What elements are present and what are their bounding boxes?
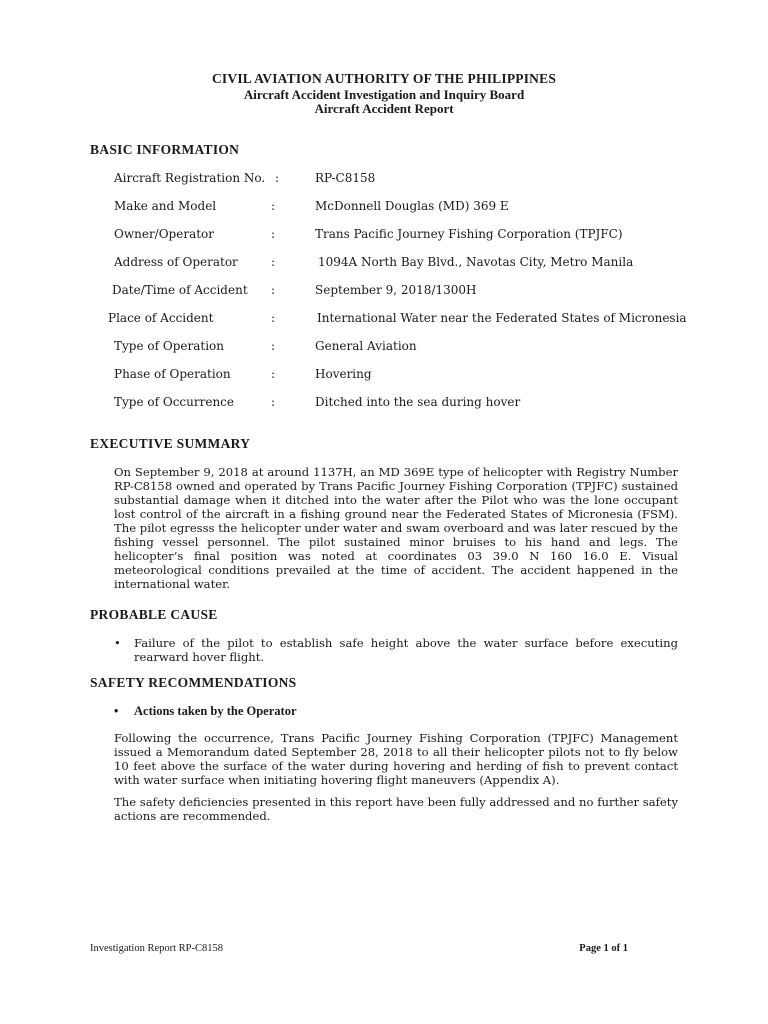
basic-info-row <box>0 227 768 243</box>
basic-info-label: Owner/Operator <box>114 227 215 241</box>
basic-info-colon: : <box>271 283 276 297</box>
safety-recommendations-heading: SAFETY RECOMMENDATIONS <box>90 675 297 690</box>
basic-info-row <box>0 255 768 271</box>
basic-info-colon: : <box>271 339 276 353</box>
basic-info-label: Aircraft Registration No. <box>114 171 266 185</box>
basic-info-value: September 9, 2018/1300H <box>315 283 477 297</box>
basic-info-colon: : <box>275 171 280 185</box>
basic-information-heading: BASIC INFORMATION <box>90 142 240 157</box>
basic-info-colon: : <box>271 199 276 213</box>
report-authority-title: CIVIL AVIATION AUTHORITY OF THE PHILIPPINES <box>211 71 557 86</box>
basic-info-colon: : <box>271 367 276 381</box>
probable-cause-heading: PROBABLE CAUSE <box>90 607 218 622</box>
basic-info-value: International Water near the Federated States of Micronesia <box>317 311 687 325</box>
basic-info-row <box>0 171 768 187</box>
basic-info-row <box>0 367 768 383</box>
basic-info-colon: : <box>271 255 276 269</box>
basic-info-value: 1094A North Bay Blvd., Navotas City, Metro Manila <box>318 255 634 269</box>
bullet-icon: • <box>114 636 121 650</box>
basic-info-label: Make and Model <box>114 199 217 213</box>
basic-info-value: General Aviation <box>315 339 417 353</box>
operator-actions-text: Following the occurrence, Trans Pacific Journey Fishing Corporation (TPJFC) Management issued a Memorandum dated September 28, 2018 to all their helicopter pilots not to fly below 10 feet above the surface of the water during hovering and herding of fish to prevent contact with water surface when initiating hovering flight maneuvers (Appendix A). <box>114 731 678 787</box>
basic-info-label: Type of Occurrence <box>114 395 234 409</box>
basic-info-colon: : <box>271 395 276 409</box>
probable-cause-item <box>114 636 678 664</box>
basic-info-value: McDonnell Douglas (MD) 369 E <box>315 199 509 213</box>
bullet-icon: • <box>114 704 119 718</box>
footer-report-id: Investigation Report RP-C8158 <box>90 943 223 954</box>
basic-info-colon: : <box>271 311 276 325</box>
basic-info-row <box>0 283 768 299</box>
basic-info-row <box>0 199 768 215</box>
basic-info-label: Place of Accident <box>108 311 214 325</box>
report-type-title: Aircraft Accident Report <box>314 101 454 116</box>
safety-conclusion-text: The safety deficiencies presented in this report have been fully addressed and no further safety actions are recommended. <box>114 795 678 823</box>
basic-info-label: Phase of Operation <box>114 367 231 381</box>
basic-info-value: Ditched into the sea during hover <box>315 395 521 409</box>
basic-info-value: RP-C8158 <box>315 171 376 185</box>
executive-summary-text: On September 9, 2018 at around 1137H, an MD 369E type of helicopter with Registry Number RP-C8158 owned and operated by Trans Pacific Journey Fishing Corporation (TPJFC) sustained substantial damage when it ditched into the water after the Pilot who was the lone occupant lost control of the aircraft in a fishing ground near the Federated States of Micronesia (FSM). The pilot egresss the helicopter under water and swam overboard and was later rescued by the fishing vessel personnel. The pilot sustained minor bruises to his hand and legs. The helicopter’s final position was noted at coordinates 03 39.0 N 160 16.0 E. Visual meteorological conditions prevailed at the time of accident. The accident happened in the international water. <box>114 465 678 591</box>
basic-info-row <box>0 311 768 327</box>
basic-info-value: Hovering <box>315 367 372 381</box>
basic-info-value: Trans Pacific Journey Fishing Corporation (TPJFC) <box>315 227 623 241</box>
operator-actions-label: Actions taken by the Operator <box>134 704 297 718</box>
operator-actions-heading <box>114 704 678 718</box>
basic-info-row <box>0 395 768 411</box>
report-board-title: Aircraft Accident Investigation and Inquiry Board <box>243 87 525 102</box>
executive-summary-heading: EXECUTIVE SUMMARY <box>90 436 251 451</box>
basic-info-colon: : <box>271 227 276 241</box>
footer-page-number: Page 1 of 1 <box>579 943 628 954</box>
basic-info-label: Date/Time of Accident <box>112 283 248 297</box>
basic-info-label: Address of Operator <box>114 255 238 269</box>
basic-info-label: Type of Operation <box>114 339 224 353</box>
basic-info-row <box>0 339 768 355</box>
probable-cause-text: Failure of the pilot to establish safe height above the water surface before executing rearward hover flight. <box>134 636 678 664</box>
